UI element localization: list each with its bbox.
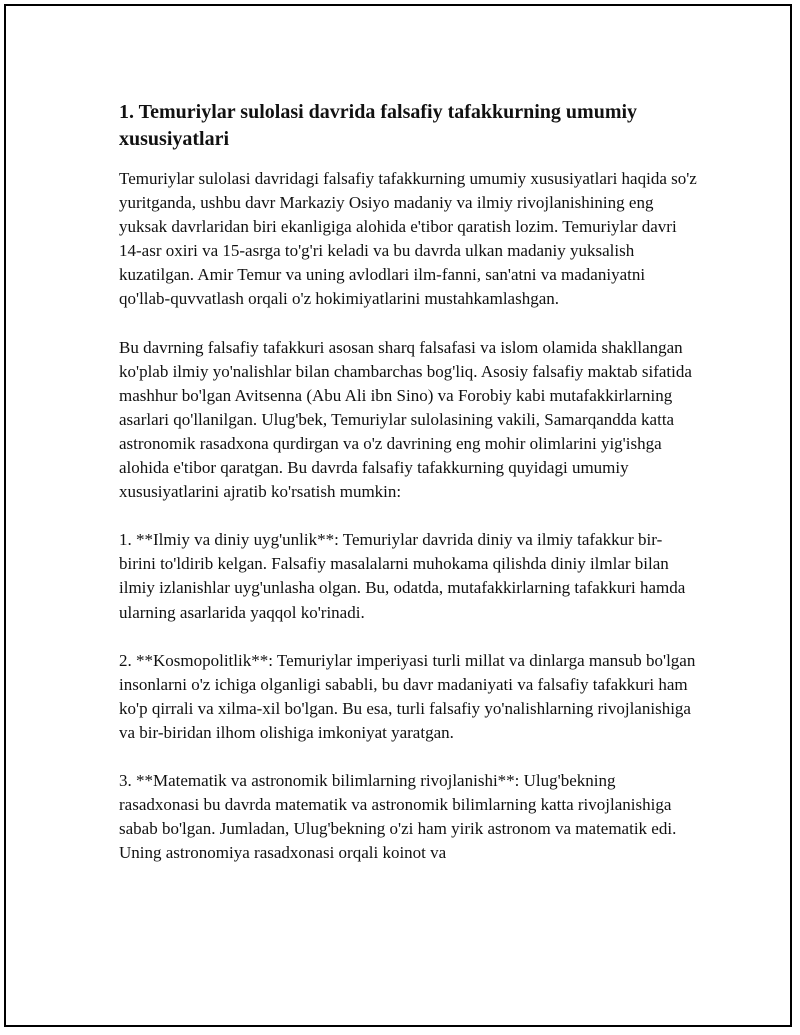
list-item-math-astronomy: 3. **Matematik va astronomik bilimlarning rivojlanishi**: Ulug'bekning rasadxonasi bu davrda matematik va astronomik bilimlarning katta rivojlanishiga sabab bo'lgan. Jumladan, Ulug'bekning o'zi ham yirik astronom va matematik edi. Uning astronomiya rasadxonasi orqali koinot va (119, 770, 677, 863)
document-page (4, 4, 792, 1027)
paragraph-philosophy: Bu davrning falsafiy tafakkuri asosan sharq falsafasi va islom olamida shakllangan ko'plab ilmiy yo'nalishlar bilan chambarchas bog'liq. Asosiy falsafiy maktab sifatida mashhur bo'lgan Avitsenna (Abu Ali ibn Sino) va Forobiy kabi mutafakkirlarning asarlari qo'llanilgan. Ulug'bek, Temuriylar sulolasining vakili, Samarqandda katta astronomik rasadxona qurdirgan va o'z davrining eng mohir olimlarini yig'ishga alohida e'tibor qaratgan. Bu davrda falsafiy tafakkurning quyidagi umumiy xususiyatlarini ajratib ko'rsatish mumkin: (119, 337, 692, 502)
list-item-scientific-religious-harmony: 1. **Ilmiy va diniy uyg'unlik**: Temuriylar davrida diniy va ilmiy tafakkur bir-birini to'ldirib kelgan. Falsafiy masalalarni muhokama qilishda diniy ilmlar bilan ilmiy izlanishlar uyg'unlasha olgan. Bu, odatda, mutafakkirlarning tafakkuri hamda ularning asarlarida yaqqol ko'rinadi. (119, 530, 686, 622)
list-item-cosmopolitanism: 2. **Kosmopolitlik**: Temuriylar imperiyasi turli millat va dinlarga mansub bo'lgan insonlarni o'z ichiga olganligi sababli, bu davr madaniyati va falsafiy tafakkuri ham ko'p qirrali va xilma-xil bo'lgan. Bu esa, turli falsafiy yo'nalishlarning rivojlanishiga va bir-biridan ilhom olishiga imkoniyat yaratgan. (119, 650, 696, 742)
document-content (119, 99, 697, 889)
section-heading: 1. Temuriylar sulolasi davrida falsafiy tafakkurning umumiy xususiyatlari (119, 101, 638, 150)
paragraph-intro: Temuriylar sulolasi davridagi falsafiy tafakkurning umumiy xususiyatlari haqida so'z yuritganda, ushbu davr Markaziy Osiyo madaniy va ilmiy rivojlanishining eng yuksak davrlaridan biri ekanligiga alohida e'tibor qaratish lozim. Temuriylar davri 14-asr oxiri va 15-asrga to'g'ri keladi va bu davrda ulkan madaniy yuksalish kuzatilgan. Amir Temur va uning avlodlari ilm-fanni, san'atni va madaniyatni qo'llab-quvvatlash orqali o'z hokimiyatlarini mustahkamlashgan. (119, 169, 697, 309)
